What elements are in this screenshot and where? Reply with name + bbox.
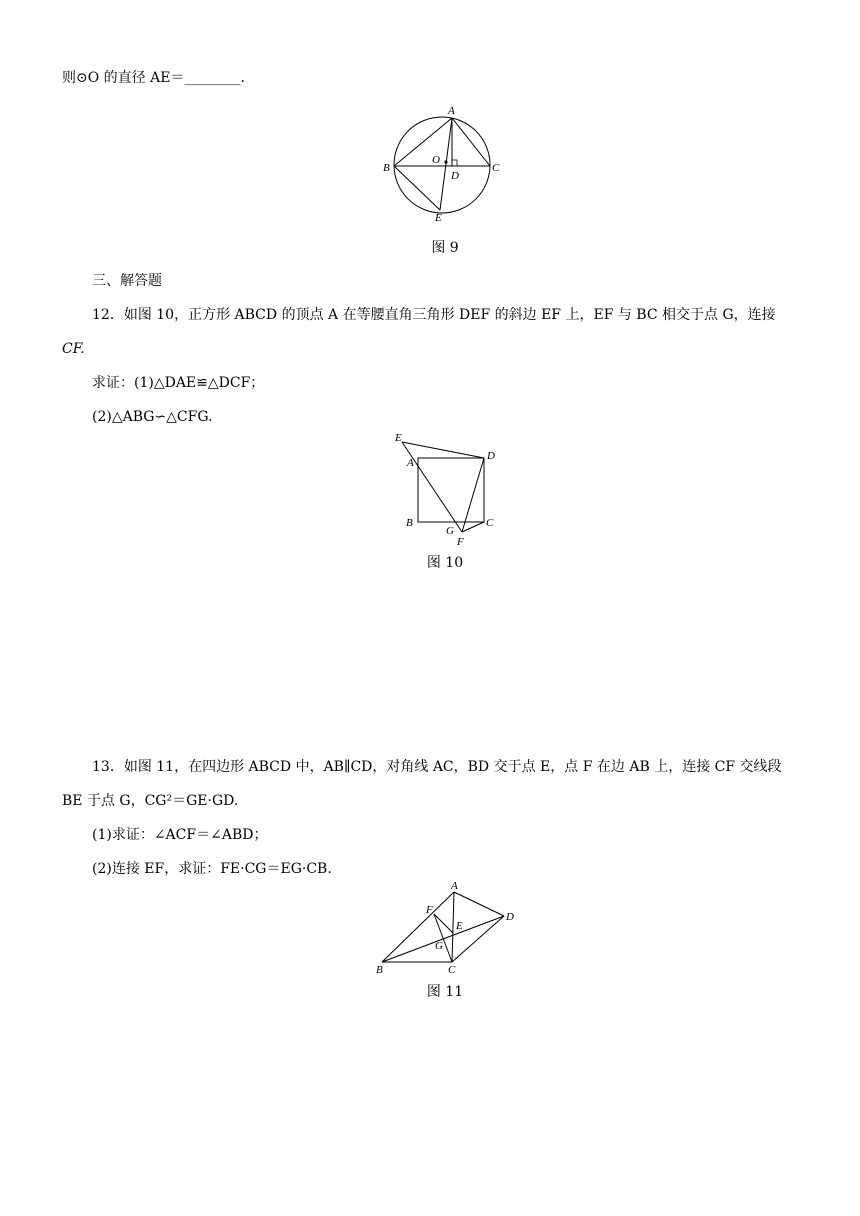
diameter-ae xyxy=(440,118,452,210)
figure-10-caption: 图 10 xyxy=(426,555,464,571)
label-e: E xyxy=(435,212,442,224)
label-o: O xyxy=(432,154,440,166)
label-d: D xyxy=(487,450,495,462)
section-heading: 三、解答题 xyxy=(92,273,162,289)
q12-line-4: (2)△ABG∽△CFG. xyxy=(92,409,213,425)
figure-11-diagram xyxy=(370,878,520,980)
label-c: C xyxy=(448,964,456,976)
circle-o xyxy=(394,117,490,213)
q13-line-2: BE 于点 G，CG²＝GE·GD. xyxy=(62,793,239,809)
label-g: G xyxy=(435,940,443,952)
label-g: G xyxy=(446,525,454,537)
segment-ad xyxy=(454,892,504,916)
label-b: B xyxy=(383,162,390,174)
label-f: F xyxy=(426,904,433,916)
q12-line-1: 12．如图 10，正方形 ABCD 的顶点 A 在等腰直角三角形 DEF 的斜边 EF 上，EF 与 BC 相交于点 G，连接 xyxy=(92,307,776,323)
q13-line-1: 13．如图 11，在四边形 ABCD 中，AB∥CD，对角线 AC，BD 交于点 E，点 F 在边 AB 上，连接 CF 交线段 xyxy=(92,759,782,775)
figure-11-caption: 图 11 xyxy=(426,984,464,1000)
label-d: D xyxy=(506,911,514,923)
q11-answer-line: 则⊙O 的直径 AE＝________． xyxy=(62,70,255,86)
label-c: C xyxy=(486,517,494,529)
label-d: D xyxy=(451,170,459,182)
label-a: A xyxy=(451,880,458,892)
figure-9-caption: 图 9 xyxy=(431,240,459,256)
label-e: E xyxy=(456,920,463,932)
right-angle-mark xyxy=(452,160,457,166)
q12-line-2: CF. xyxy=(62,341,85,357)
q13-line-4: (2)连接 EF，求证：FE·CG＝EG·CB. xyxy=(92,861,332,877)
segment-ab xyxy=(394,118,452,166)
label-b: B xyxy=(376,964,383,976)
label-a: A xyxy=(448,105,455,117)
label-f: F xyxy=(457,536,464,548)
diagonal-ac xyxy=(452,892,454,962)
segment-cf xyxy=(434,914,452,962)
label-e: E xyxy=(395,432,402,444)
figure-9-diagram xyxy=(380,100,510,225)
point-o xyxy=(444,160,447,163)
segment-ef xyxy=(434,914,453,933)
q13-line-3: (1)求证：∠ACF＝∠ABD； xyxy=(92,827,268,843)
segment-ed xyxy=(402,442,484,458)
segment-cf xyxy=(462,522,484,532)
segment-df xyxy=(462,458,484,532)
figure-10-diagram xyxy=(390,428,510,550)
label-a: A xyxy=(407,457,414,469)
segment-ba xyxy=(382,892,454,962)
label-b: B xyxy=(406,517,413,529)
q12-line-3: 求证：(1)△DAE≌△DCF； xyxy=(92,375,265,391)
segment-be xyxy=(394,166,440,210)
label-c: C xyxy=(492,162,500,174)
